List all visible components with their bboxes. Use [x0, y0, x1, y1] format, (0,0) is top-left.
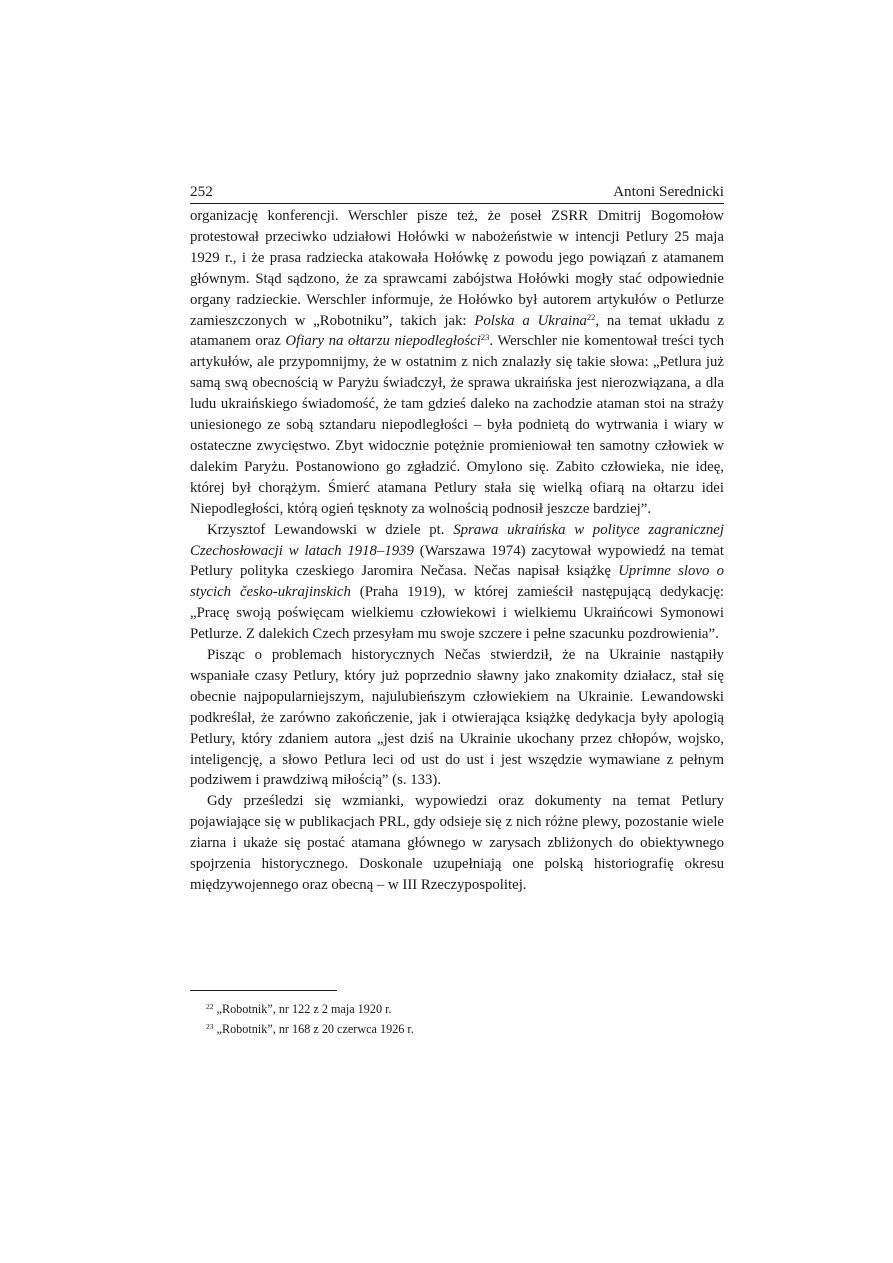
text-run: (Warszawa 1974) zacytował wypowiedź na temat Petlury polityka czeskiego Jaromira Nečasa. Nečas napisał książkę [190, 542, 724, 580]
text-run: Krzysztof Lewandowski w dziele pt. [207, 521, 454, 538]
paragraph [190, 791, 724, 896]
footnote [206, 1020, 706, 1040]
footnote-text: „Robotnik”, nr 122 z 2 maja 1920 r. [213, 1002, 392, 1016]
text-run: Pisząc o problemach historycznych Nečas stwierdził, że na Ukrainie nastąpiły wspaniałe czasy Petlury, który już poprzednio sławny jako znakomity działacz, stał się obecnie najpopularniejszym, najulubieńszym człowiekiem na Ukrainie. Lewandowski podkreślał, że zarówno zakończenie, jak i otwierająca książkę dedykacja były apologią Petlury, który zdaniem autora „jest dziś na Ukrainie ukochany przez chłopów, wojsko, inteligencję, a słowo Petlura leci od ust do ust i jest wszędzie wymawiane z pełnym podziwem i prawdziwą miłością” (s. 133). [190, 647, 724, 789]
footnote-ref: 23 [480, 332, 490, 343]
footnote-number: 22 [206, 1002, 214, 1011]
running-author: Antoni Serednicki [613, 183, 724, 200]
italic-title: Polska a Ukraina [474, 312, 587, 329]
italic-title: Uprimne slovo o stycich česko-ukrajinskich [190, 563, 725, 601]
text-run: Gdy prześledzi się wzmianki, wypowiedzi oraz dokumenty na temat Petlury pojawiające się w publikacjach PRL, gdy odsieje się z nich różne plewy, pozostanie wiele ziarna i ukaże się postać atamana głównego w zarysach zbliżonych do obiektywnego spojrzenia historycznego. Doskonale uzupełniają one polską historiografię okresu międzywojennego oraz obecną – w III Rzeczypospolitej. [190, 793, 724, 893]
running-header [190, 184, 724, 200]
footnote-text: „Robotnik”, nr 168 z 20 czerwca 1926 r. [213, 1021, 414, 1036]
body-text [190, 206, 724, 896]
text-run: , na temat układu z atamanem oraz [190, 312, 725, 350]
text-run: organizację konferencji. Werschler pisze też, że poseł ZSRR Dmitrij Bogomołow protestował przeciwko udziałowi Hołówki w nabożeństwie w intencji Petlury 25 maja 1929 r., i że prasa radziecka atakowała Hołówkę z powodu jego powiązań z atamanem głównym. Stąd sądzono, że za sprawcami zabójstwa Hołówki mogły stać odpowiednie organy radzieckie. Werschler informuje, że Hołówko był autorem artykułów o Petlurze zamieszczonych w „Robotniku”, takich jak: [190, 208, 724, 329]
footnote-ref: 22 [586, 311, 596, 322]
footnote [206, 1000, 706, 1020]
footnotes [206, 1000, 706, 1039]
paragraph [190, 206, 724, 520]
text-run: . Werschler nie komentował treści tych artykułów, ale przypomnijmy, że w ostatnim z nich znalazły się takie słowa: „Petlura już samą swą obecnością w Paryżu świadczył, że sprawa ukraińska jest nierozwiązana, a dla ludu ukraińskiego świadomość, że tam gdzieś daleko na zachodzie ataman stoi na straży uniesionego ze sobą sztandaru niepodległości – była podnietą do wytrwania i wiary w ostateczne zwycięstwo. Zbyt widocznie potężnie promieniował ten samotny człowiek w dalekim Paryżu. Postanowiono go zgładzić. Omylono się. Zabito człowieka, nie ideę, której był chorążym. Śmierć atamana Petlury stała się wielką ofiarą na ołtarzu idei Niepodległości, którą ogień tęsknoty za wolnością podnosił jeszcze bardziej”. [190, 333, 724, 517]
page-number: 252 [190, 183, 213, 200]
italic-title: Sprawa ukraińska w polityce zagranicznej Czechosłowacji w latach 1918–1939 [190, 521, 724, 559]
paragraph [190, 520, 724, 645]
paragraph [190, 645, 724, 791]
footnote-separator [190, 990, 337, 991]
text-run: (Praha 1919), w której zamieścił następującą dedykację: „Pracę swoją poświęcam wielkiemu człowiekowi i wielkiemu Ukraińcowi Symonowi Petlurze. Z dalekich Czech przesyłam mu swoje szczere i pełne szacunku pozdrowienia”. [190, 584, 724, 643]
footnote-number: 23 [206, 1021, 214, 1031]
italic-title: Ofiary na ołtarzu niepodległości [285, 333, 481, 350]
header-rule [190, 203, 724, 204]
